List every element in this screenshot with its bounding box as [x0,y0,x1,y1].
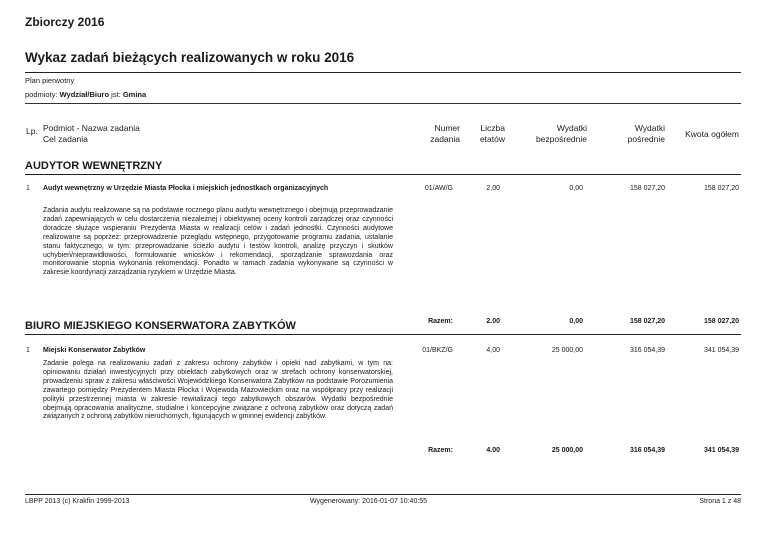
column-header-number-line1: Numer [434,123,460,133]
title-divider [25,72,741,73]
column-header-direct-line1: Wydatki [556,123,587,133]
sum-label: Razem: [428,447,453,454]
section-title: AUDYTOR WEWNĘTRZNY [25,160,163,172]
column-header-direct-line2: bezpośrednie [535,134,587,144]
column-header-indirect [590,123,665,145]
subjects-unit: Wydział/Biuro [59,90,110,99]
column-header-indirect-line2: pośrednie [627,134,665,144]
column-header-lp: Lp. [26,126,38,136]
page-title: Wykaz zadań bieżących realizowanych w roku 2016 [25,50,355,65]
task-total: 158 027,20 [703,185,739,192]
column-header-total: Kwota ogółem [685,129,739,139]
sum-direct: 0,00 [569,318,583,325]
column-header-direct [505,123,587,145]
row-lp: 1 [26,347,30,354]
task-name: Audyt wewnętrzny w Urzędzie Miasta Płocka i miejskich jednostkach organizacyjnych [43,185,329,192]
sum-indirect: 158 027,20 [629,318,665,325]
column-header-count-line1: Liczba [480,123,505,133]
footer-software: LBPP 2013 (c) Krakfin 1999-2013 [25,498,130,505]
task-indirect: 158 027,20 [629,185,665,192]
sum-total: 158 027,20 [703,318,739,325]
task-description: Zadanie polega na realizowaniu zadań z zakresu ochrony zabytków i opieki nad zabytkami, w tym na: opiniowaniu działań inwestycyjnych przy obiektach zabytkowych oraz w strefach ochrony konserwatorskiej, prowadzeniu spraw z zakresu właściwości Wojewódzkiego Konserwatora Zabytków na podstawie Porozumienia zawartego pomiędzy Prezydentem Miasta Płocka i Wojewodą Mazowieckim oraz na współpracy przy realizacji polityki przestrzennej miasta w zakresie rewitalizacji tego zabytkowych obszarów. Wydatki bezpośrednie obejmują opracowania analityczne, studialne i koncepcyjne związane z ochroną zabytków oraz dotyczą zadań związanych z ochroną zabytków nieruchomych, figurujących w gminnej ewidencji zabytków. [43,360,393,421]
task-count: 2,00 [486,185,500,192]
task-total: 341 054,39 [703,347,739,354]
header-divider [25,103,741,104]
subjects-line [25,90,146,99]
task-indirect: 316 054,39 [629,347,665,354]
column-header-name-line1: Podmiot - Nazwa zadania [43,123,140,133]
sum-count: 2.00 [486,318,500,325]
section-divider [25,174,741,175]
column-header-name [43,123,140,145]
task-number: 01/AW/G [424,185,453,192]
subjects-jst: Gmina [122,90,147,99]
row-lp: 1 [26,185,30,192]
task-name: Miejski Konserwator Zabytków [43,347,146,354]
column-header-number [400,123,460,145]
section-title: BIURO MIEJSKIEGO KONSERWATORA ZABYTKÓW [25,320,296,332]
footer-divider [25,494,741,495]
plan-label: Plan pierwotny [25,76,75,85]
footer-page-number: Strona 1 z 48 [699,498,741,505]
column-header-name-line2: Cel zadania [43,134,88,144]
footer-generated: Wygenerowany: 2016-01-07 10:40:55 [310,498,428,505]
section-divider [25,334,741,335]
column-header-number-line2: zadania [430,134,460,144]
subjects-prefix: podmioty: [25,90,60,99]
column-header-count [460,123,505,145]
task-count: 4,00 [486,347,500,354]
sum-direct: 25 000,00 [551,447,583,454]
subjects-mid: jst: [109,90,123,99]
task-number: 01/BKZ/G [422,347,453,354]
task-direct: 0,00 [569,185,583,192]
sum-total: 341 054,39 [703,447,739,454]
column-header-indirect-line1: Wydatki [634,123,665,133]
column-header-count-line2: etatów [479,134,505,144]
sum-label: Razem: [428,318,453,325]
task-direct: 25 000,00 [551,347,583,354]
sum-indirect: 316 054,39 [629,447,665,454]
sum-count: 4.00 [486,447,500,454]
task-description: Zadania audytu realizowane są na podstawie rocznego planu audytu wewnętrznego i obejmują przeprowadzanie zadań zapewniających w celu dostarczenia niezależnej i obiektywnej oceny kontroli zarządczej oraz czynności doradcze służące wspieraniu Prezydenta Miasta w realizacji celów i zadań jednostki. Czynności audytowe realizowane są poprzez: przeprowadzenie przeglądu wstępnego, przygotowanie programu zadania, ustalanie stanu faktycznego, w tym: przeprowadzanie ścieżki audytu i testów kontroli, analizę przyczyn i skutków uchybień/nieprawidłowości, formułowanie wniosków i rekomendacji, sporządzanie sprawozdania oraz monitorowanie stopnia wykonania rekomendacji. Ponadto w ramach zadania wykonywane są czynności w zakresie koordynacji zarządzania ryzykiem w Urzędzie Miasta. [43,207,393,277]
report-title: Zbiorczy 2016 [25,15,105,29]
